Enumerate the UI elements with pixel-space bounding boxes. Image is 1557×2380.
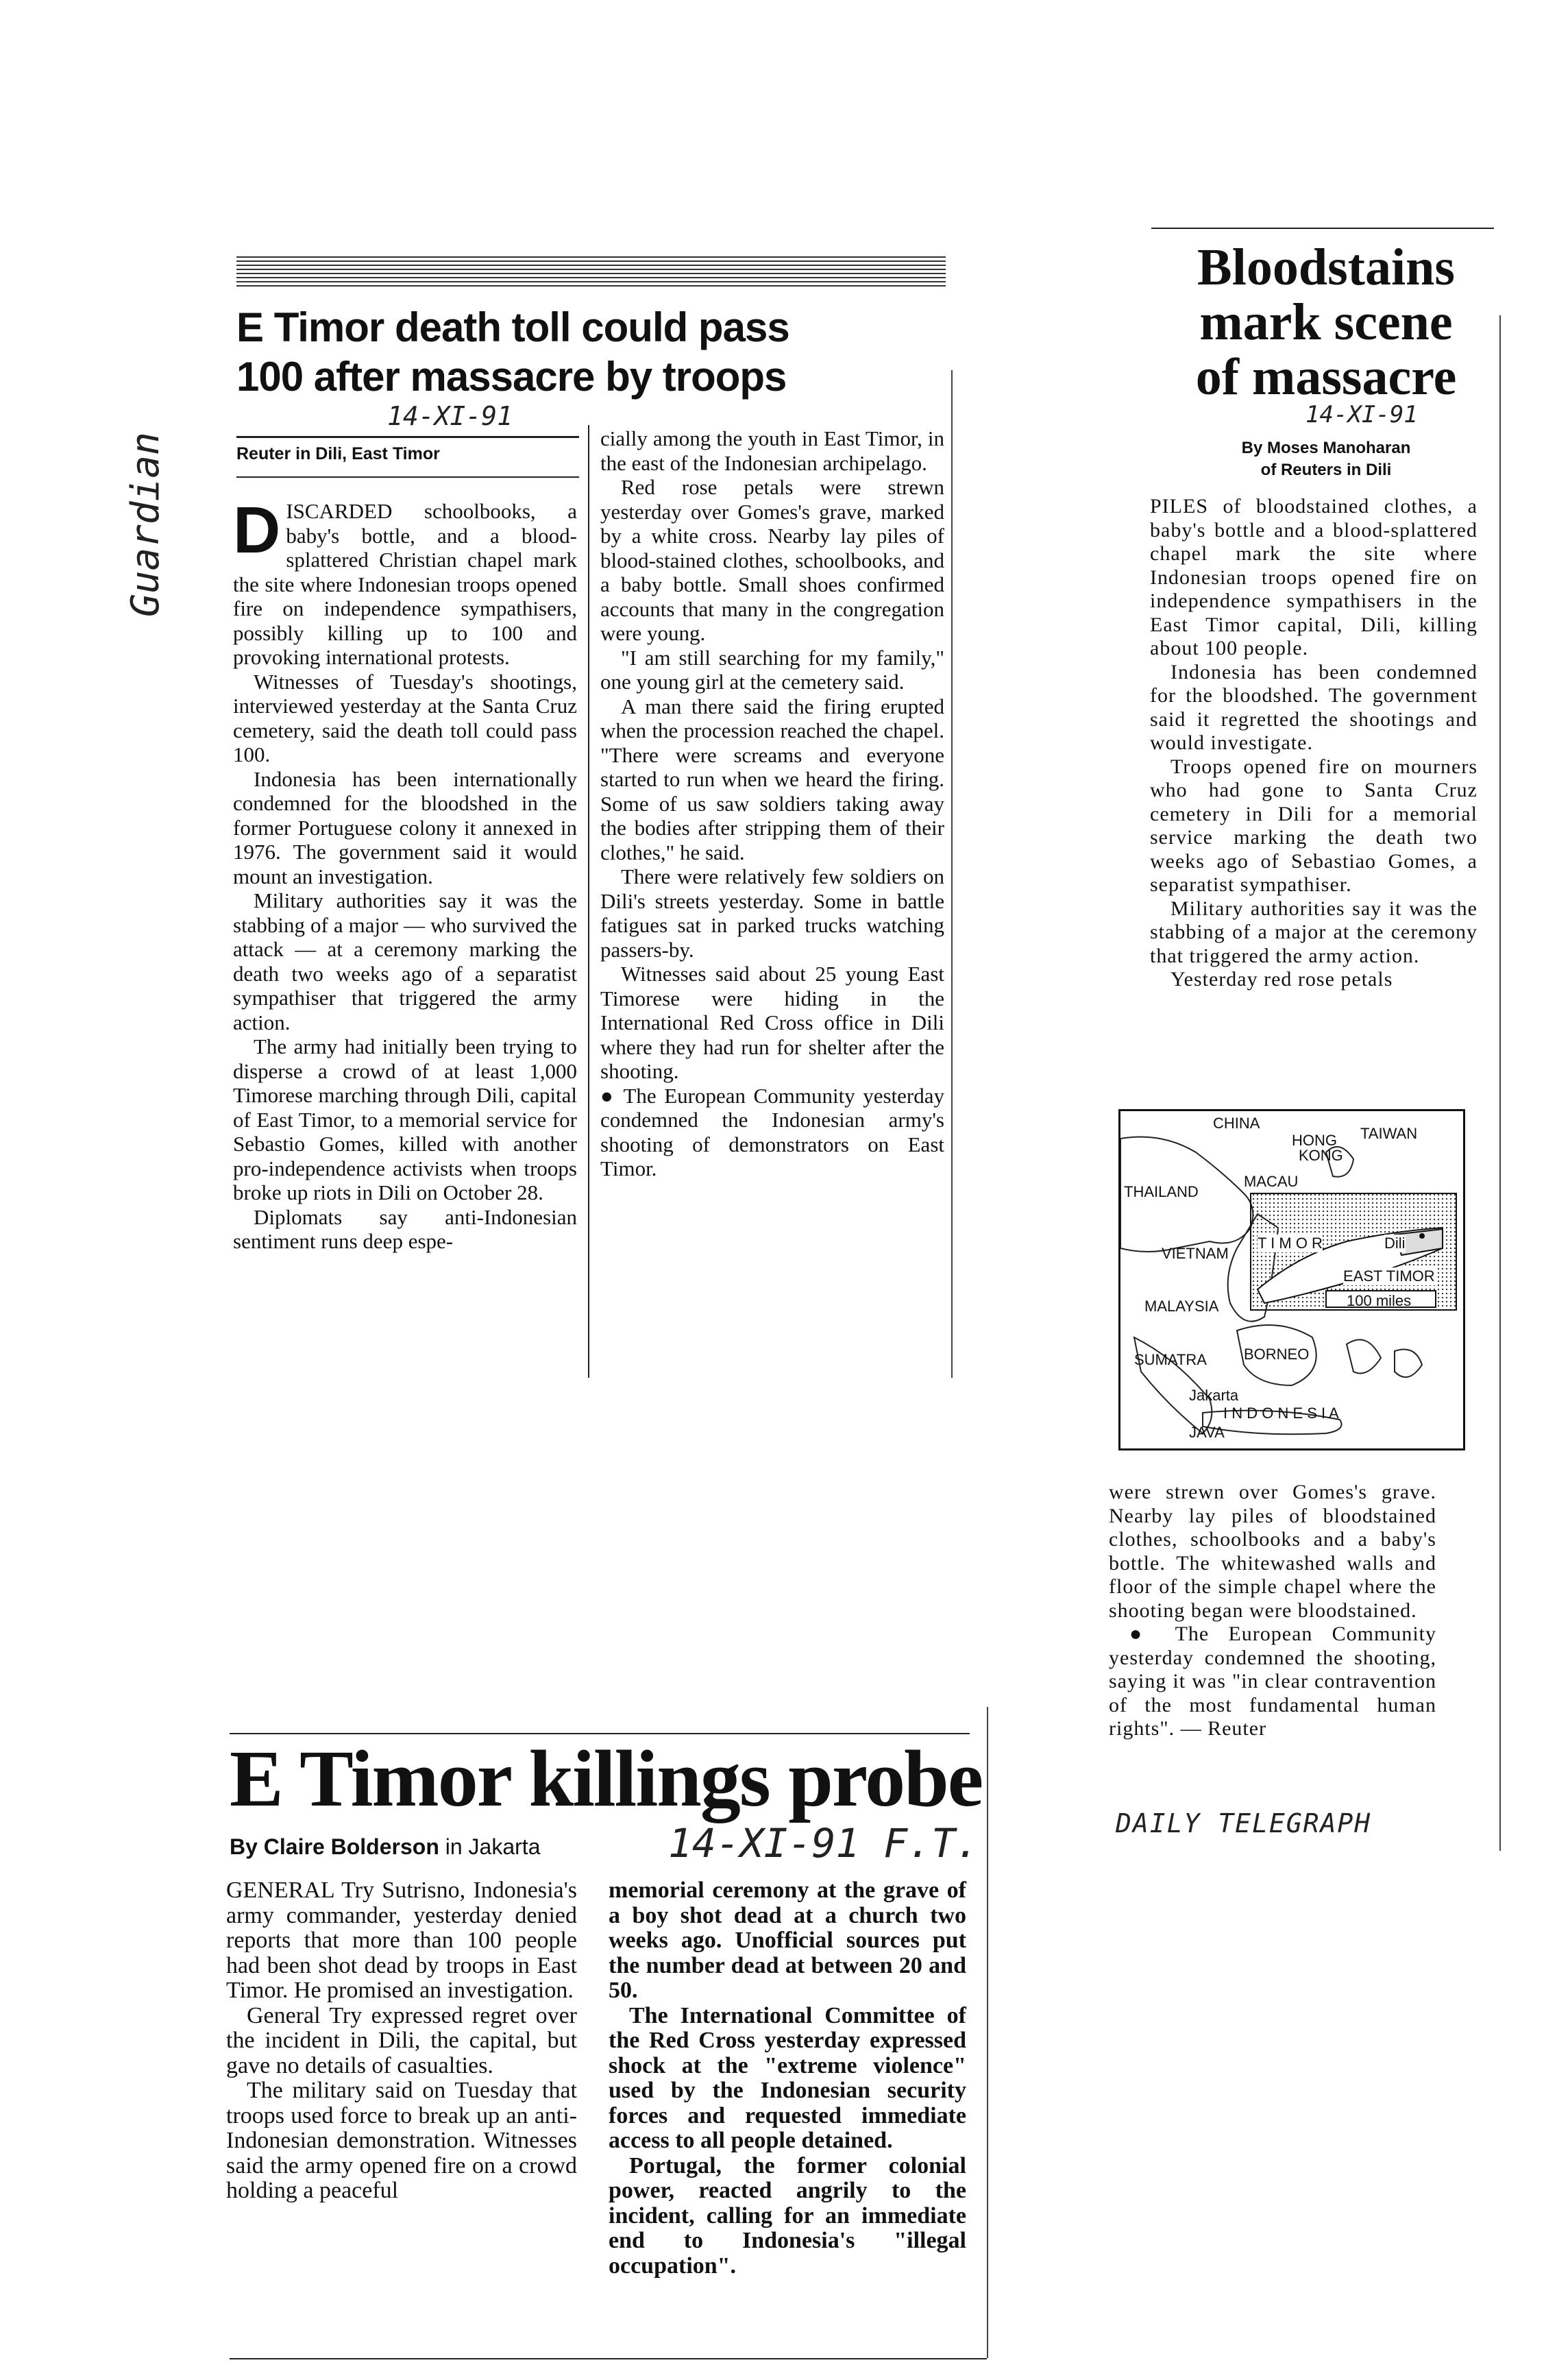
ft-right-edge [987, 1707, 988, 2358]
telegraph-bullet-paragraph: ● The European Community yesterday condemned the shooting, saying it was "in clear contravention of the most fundamental human rights". — Reuter [1109, 1623, 1436, 1740]
map-label-java: JAVA [1189, 1424, 1225, 1441]
telegraph-source-note: DAILY TELEGRAPH [1116, 1808, 1372, 1838]
guardian-masthead-rule [236, 254, 946, 287]
ft-column-1 [226, 1878, 577, 2204]
ft-paragraph: The International Committee of the Red Cross yesterday expressed shock at the "extreme violence" used by the Indonesian security forces and requested immediate access to all people detained. [609, 2002, 966, 2153]
guardian-paragraph: cially among the youth in East Timor, in the east of the Indonesian archipelago. [600, 426, 944, 475]
guardian-paragraph: There were relatively few soldiers on Dili's streets yesterday. Some in battle fatigues sat in parked trucks watching passers-by. [600, 864, 944, 962]
guardian-headline-line2: 100 after massacre by troops [236, 354, 787, 400]
telegraph-right-edge [1499, 315, 1501, 1851]
guardian-column-2 [600, 426, 944, 1181]
ft-date-note: 14-XI-91 F.T. [668, 1820, 979, 1867]
telegraph-headline-line1: Bloodstains [1197, 239, 1455, 296]
guardian-first-paragraph [233, 494, 577, 670]
map-label-vietnam: VIETNAM [1162, 1245, 1229, 1262]
telegraph-headline-line3: of massacre [1195, 348, 1457, 406]
guardian-byline: Reuter in Dili, East Timor [236, 444, 440, 463]
ft-paragraph: Portugal, the former colonial power, reacted angrily to the incident, calling for an immediate end to Indonesia's "illegal occupation". [609, 2152, 966, 2279]
telegraph-paragraph: Military authorities say it was the stabbing of a major at the ceremony that triggered the army action. [1150, 897, 1478, 967]
guardian-column-divider [588, 425, 589, 1378]
telegraph-byline-name: By Moses Manoharan [1241, 439, 1411, 457]
ft-byline [230, 1834, 540, 1860]
map-label-sumatra: SUMATRA [1134, 1351, 1207, 1368]
dili-point [1419, 1233, 1425, 1239]
guardian-date-note: 14-XI-91 [387, 401, 513, 431]
ft-bottom-rule [230, 2358, 987, 2359]
ft-paragraph: memorial ceremony at the grave of a boy shot dead at a church two weeks ago. Unofficial sources put the number dead at between 20 and 50. [609, 1878, 966, 2003]
guardian-source-note: Guardian [123, 432, 168, 617]
telegraph-headline [1158, 240, 1494, 404]
telegraph-body-after-map [1109, 1481, 1436, 1741]
map-label-hongkong-1: HONG [1292, 1132, 1337, 1149]
map-label-taiwan: TAIWAN [1360, 1125, 1418, 1142]
guardian-byline-rule-bottom [236, 476, 579, 478]
guardian-dropcap: D [233, 494, 281, 567]
ft-column-2 [609, 1878, 966, 2279]
guardian-byline-rule [236, 436, 579, 438]
telegraph-map [1118, 1109, 1465, 1450]
guardian-paragraph: Military authorities say it was the stabbing of a major — who survived the attack — at a ceremony marking the death two weeks ago of a separatist sympathiser that triggered the army action. [233, 888, 577, 1034]
guardian-headline-line1: E Timor death toll could pass [236, 304, 789, 350]
telegraph-paragraph: Yesterday red rose petals [1170, 968, 1393, 991]
map-scale-label: 100 miles [1347, 1292, 1412, 1309]
guardian-right-edge [951, 370, 953, 1378]
guardian-paragraph: Red rose petals were strewn yesterday over Gomes's grave, marked by a white cross. Nearby lay piles of blood-stained clothes, schoolbooks, and a baby bottle. Small shoes confirmed accounts that many in the congregation were young. [600, 475, 944, 645]
guardian-column-1 [233, 494, 577, 1254]
map-label-jakarta: Jakarta [1189, 1387, 1239, 1404]
islands-shape [1347, 1339, 1422, 1377]
telegraph-paragraph: were strewn over Gomes's grave. Nearby lay piles of bloodstained clothes, schoolbooks and a baby's bottle. The whitewashed walls and floor of the simple chapel where the shooting began were bloodstained. [1109, 1481, 1436, 1622]
map-label-timor: T I M O R [1258, 1235, 1323, 1252]
telegraph-paragraph: PILES of bloodstained clothes, a baby's bottle and a blood-splattered chapel mark the site where Indonesian troops opened fire on independence sympathisers in the East Timor capital, Dili, killing about 100 people. [1150, 495, 1478, 659]
ft-paragraph: General Try expressed regret over the incident in Dili, the capital, but gave no details of casualties. [226, 2002, 577, 2078]
map-label-macau: MACAU [1244, 1173, 1299, 1190]
guardian-paragraph: The army had initially been trying to disperse a crowd of at least 1,000 Timorese marching through Dili, capital of East Timor, to a memorial service for Sebastio Gomes, killed with another pro-independence activists when troops broke up riots in Dili on October 28. [233, 1034, 577, 1204]
ft-headline: E Timor killings probe [230, 1734, 983, 1823]
map-label-hongkong-2: KONG [1299, 1147, 1343, 1164]
map-label-east-timor: EAST TIMOR [1343, 1267, 1435, 1285]
map-label-malaysia: MALAYSIA [1144, 1298, 1219, 1315]
guardian-first-paragraph-text: ISCARDED schoolbooks, a baby's bottle, and a blood-splattered Christian chapel mark the site where Indonesian troops opened fire on independence sympathisers, possibly killing up to 100 and provoking international protests. [233, 499, 577, 669]
map-label-dili: Dili [1384, 1235, 1406, 1252]
guardian-paragraph: Witnesses said about 25 young East Timorese were hiding in the International Red Cross office in Dili where they had run for shelter after the shooting. [600, 962, 944, 1083]
map-label-china: CHINA [1213, 1115, 1260, 1132]
guardian-paragraph: A man there said the firing erupted when the procession reached the chapel. "There were screams and everyone started to run when we heard the firing. Some of us saw soldiers taking away the bodies after stripping them of their clothes," he said. [600, 694, 944, 864]
map-label-borneo: BORNEO [1244, 1346, 1310, 1363]
ft-byline-location: in Jakarta [445, 1834, 541, 1859]
guardian-paragraph: Indonesia has been internationally condemned for the bloodshed in the former Portuguese colony it annexed in 1976. The government said it would mount an investigation. [233, 766, 577, 888]
telegraph-date-note: 14-XI-91 [1305, 401, 1418, 428]
telegraph-paragraph: Troops opened fire on mourners who had gone to Santa Cruz cemetery in Dili for a memorial service marking the death two weeks ago of Sebastiao Gomes, a separatist sympathiser. [1150, 755, 1478, 896]
telegraph-body [1150, 495, 1478, 992]
ft-byline-name: By Claire Bolderson [230, 1834, 439, 1859]
telegraph-top-rule [1151, 228, 1494, 229]
ft-paragraph: The military said on Tuesday that troops used force to break up an anti-Indonesian demonstration. Witnesses said the army opened fire on a crowd holding a peaceful [226, 2078, 577, 2203]
guardian-paragraph: "I am still searching for my family," one young girl at the cemetery said. [600, 645, 944, 694]
guardian-bullet-paragraph: ● The European Community yesterday condemned the Indonesian army's shooting of demonstrators on East Timor. [600, 1083, 944, 1180]
guardian-paragraph: Diplomats say anti-Indonesian sentiment runs deep espe- [233, 1204, 577, 1253]
map-label-thailand: THAILAND [1124, 1183, 1199, 1200]
telegraph-paragraph: Indonesia has been condemned for the bloodshed. The government said it regretted the shootings and would investigate. [1150, 660, 1478, 754]
telegraph-byline-affiliation: of Reuters in Dili [1260, 461, 1392, 479]
map-label-indonesia: I N D O N E S I A [1223, 1405, 1339, 1422]
guardian-headline [236, 303, 935, 402]
telegraph-byline [1158, 437, 1494, 481]
guardian-paragraph: Witnesses of Tuesday's shootings, interviewed yesterday at the Santa Cruz cemetery, said the death toll could pass 100. [233, 669, 577, 766]
ft-paragraph: GENERAL Try Sutrisno, Indonesia's army commander, yesterday denied reports that more than 100 people had been shot dead by troops in East Timor. He promised an investigation. [226, 1878, 577, 2003]
telegraph-headline-line2: mark scene [1199, 293, 1453, 351]
